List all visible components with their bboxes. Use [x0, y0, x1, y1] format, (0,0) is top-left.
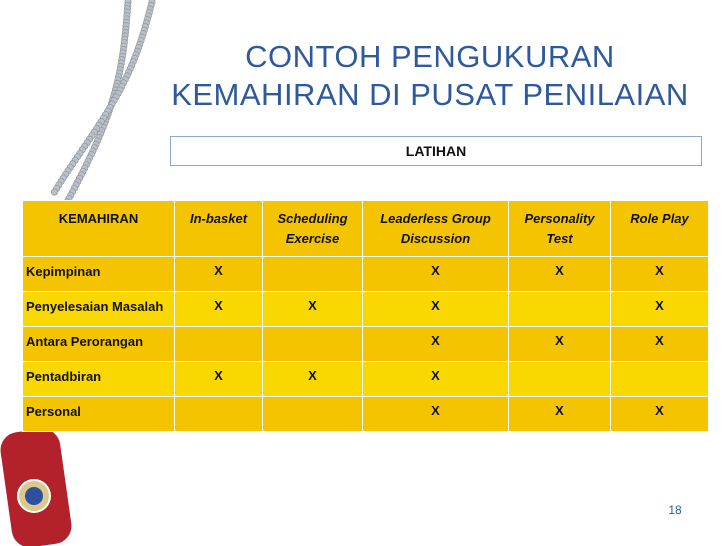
- header-in-basket: In-basket: [175, 201, 263, 257]
- table-cell: [509, 292, 611, 327]
- table-cell: X: [611, 327, 709, 362]
- table-row: [23, 292, 709, 327]
- table-cell: X: [611, 292, 709, 327]
- table-cell: X: [363, 292, 509, 327]
- table-cell: X: [175, 257, 263, 292]
- table-cell: [263, 257, 363, 292]
- table-cell: X: [263, 292, 363, 327]
- latihan-band: [170, 136, 702, 166]
- table-cell: [509, 362, 611, 397]
- table-row: [23, 327, 709, 362]
- table-cell: X: [363, 397, 509, 432]
- table-row: [23, 257, 709, 292]
- header-scheduling-exercise: Scheduling Exercise: [263, 201, 363, 257]
- header-leaderless-group-discussion: Leaderless Group Discussion: [363, 201, 509, 257]
- table-cell: [175, 397, 263, 432]
- band-label: LATIHAN: [405, 143, 467, 159]
- table-cell: X: [509, 397, 611, 432]
- table-cell: X: [263, 362, 363, 397]
- table-cell: X: [175, 362, 263, 397]
- table-cell: [175, 327, 263, 362]
- table-cell: X: [509, 327, 611, 362]
- table-cell: X: [363, 327, 509, 362]
- row-label: Personal: [23, 397, 175, 432]
- table-cell: [263, 397, 363, 432]
- table-cell: [263, 327, 363, 362]
- table-row: [23, 362, 709, 397]
- title-line-1: CONTOH PENGUKURAN: [245, 39, 615, 74]
- dog-tag-image: [0, 426, 74, 546]
- skills-table: [22, 200, 709, 432]
- table-cell: X: [363, 362, 509, 397]
- header-personality-test: Personality Test: [509, 201, 611, 257]
- table-cell: X: [175, 292, 263, 327]
- row-label: Penyelesaian Masalah: [23, 292, 175, 327]
- table-cell: X: [611, 397, 709, 432]
- row-label: Kepimpinan: [23, 257, 175, 292]
- table-cell: [611, 362, 709, 397]
- table-cell: X: [611, 257, 709, 292]
- chain-bead: [51, 189, 57, 195]
- table-header-row: [23, 201, 709, 257]
- page-number: 18: [668, 503, 682, 517]
- table-cell: X: [509, 257, 611, 292]
- page-title: [160, 38, 700, 114]
- row-label: Antara Perorangan: [23, 327, 175, 362]
- title-line-2: KEMAHIRAN DI PUSAT PENILAIAN: [171, 77, 689, 112]
- header-kemahiran: KEMAHIRAN: [23, 201, 175, 257]
- table-cell: X: [363, 257, 509, 292]
- table-row: [23, 397, 709, 432]
- row-label: Pentadbiran: [23, 362, 175, 397]
- header-role-play: Role Play: [611, 201, 709, 257]
